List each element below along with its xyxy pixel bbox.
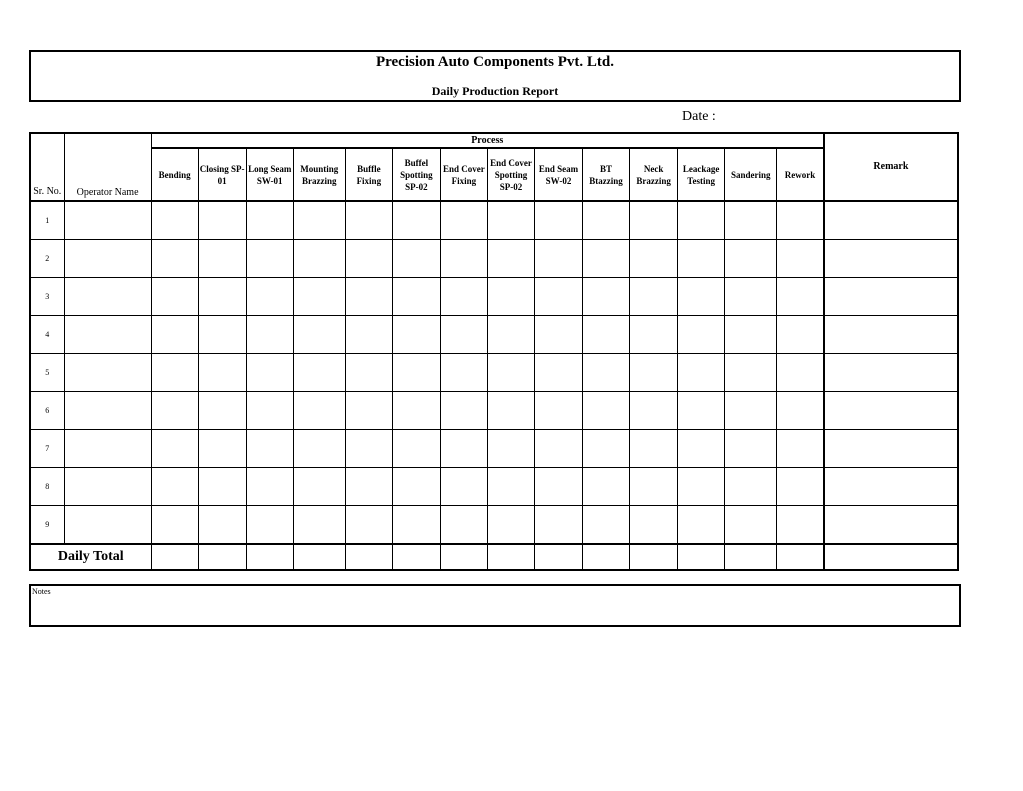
process-column-header: End Seam SW-02	[534, 148, 582, 201]
process-column-header: BT Btazzing	[583, 148, 630, 201]
process-cell[interactable]	[777, 354, 824, 392]
process-cell[interactable]	[725, 354, 777, 392]
remark-cell[interactable]	[824, 392, 958, 430]
process-cell[interactable]	[198, 240, 246, 278]
table-row	[30, 430, 958, 468]
process-cell[interactable]	[583, 278, 630, 316]
operator-name-cell[interactable]	[64, 468, 151, 506]
process-cell[interactable]	[345, 468, 392, 506]
table-row	[30, 506, 958, 545]
total-cell[interactable]	[246, 544, 293, 570]
process-cell[interactable]	[678, 354, 725, 392]
process-cell[interactable]	[440, 354, 487, 392]
process-cell[interactable]	[293, 354, 345, 392]
process-cell[interactable]	[487, 201, 534, 240]
row-number: 7	[30, 430, 64, 468]
operator-name-cell[interactable]	[64, 392, 151, 430]
remark-cell[interactable]	[824, 201, 958, 240]
process-cell[interactable]	[345, 240, 392, 278]
process-cell[interactable]	[246, 316, 293, 354]
process-cell[interactable]	[678, 430, 725, 468]
process-cell[interactable]	[678, 506, 725, 545]
process-cell[interactable]	[440, 392, 487, 430]
total-cell[interactable]	[151, 544, 198, 570]
process-cell[interactable]	[777, 430, 824, 468]
production-table	[29, 132, 959, 571]
process-cell[interactable]	[246, 392, 293, 430]
report-title: Daily Production Report	[431, 84, 559, 98]
process-column-header: Buffel Spotting SP-02	[392, 148, 440, 201]
process-cell[interactable]	[198, 201, 246, 240]
operator-name-cell[interactable]	[64, 278, 151, 316]
process-cell[interactable]	[345, 430, 392, 468]
process-cell[interactable]	[777, 278, 824, 316]
process-cell[interactable]	[198, 354, 246, 392]
process-cell[interactable]	[293, 468, 345, 506]
process-cell[interactable]	[345, 316, 392, 354]
remark-cell[interactable]	[824, 316, 958, 354]
sr-no-header: Sr. No.	[30, 133, 64, 201]
process-cell[interactable]	[151, 392, 198, 430]
process-cell[interactable]	[392, 392, 440, 430]
table-row	[30, 316, 958, 354]
table-row	[30, 278, 958, 316]
process-cell[interactable]	[583, 354, 630, 392]
total-cell[interactable]	[630, 544, 678, 570]
process-cell[interactable]	[440, 316, 487, 354]
process-cell[interactable]	[392, 506, 440, 545]
process-cell[interactable]	[534, 240, 582, 278]
process-column-header: Neck Brazzing	[630, 148, 678, 201]
notes-label: Notes	[32, 587, 51, 596]
process-cell[interactable]	[534, 354, 582, 392]
process-cell[interactable]	[630, 316, 678, 354]
remark-cell[interactable]	[824, 278, 958, 316]
process-cell[interactable]	[198, 468, 246, 506]
date-label: Date :	[682, 109, 716, 124]
process-cell[interactable]	[487, 506, 534, 545]
process-cell[interactable]	[151, 240, 198, 278]
process-cell[interactable]	[725, 316, 777, 354]
process-cell[interactable]	[583, 240, 630, 278]
process-cell[interactable]	[534, 316, 582, 354]
remark-cell[interactable]	[824, 430, 958, 468]
process-cell[interactable]	[345, 506, 392, 545]
process-cell[interactable]	[630, 468, 678, 506]
row-number: 9	[30, 506, 64, 545]
row-number: 6	[30, 392, 64, 430]
process-column-header: Rework	[777, 148, 824, 201]
process-cell[interactable]	[630, 506, 678, 545]
process-cell[interactable]	[293, 430, 345, 468]
process-columns-row	[30, 148, 958, 201]
process-cell[interactable]	[246, 240, 293, 278]
remark-cell[interactable]	[824, 506, 958, 545]
total-cell[interactable]	[534, 544, 582, 570]
process-cell[interactable]	[725, 468, 777, 506]
table-row	[30, 468, 958, 506]
company-name: Precision Auto Components Pvt. Ltd.	[375, 54, 615, 70]
process-cell[interactable]	[678, 468, 725, 506]
process-cell[interactable]	[345, 278, 392, 316]
operator-name-header: Operator Name	[64, 133, 151, 201]
process-header-row	[30, 133, 958, 148]
remark-header: Remark	[824, 133, 958, 201]
process-cell[interactable]	[151, 354, 198, 392]
process-column-header: End Cover Fixing	[440, 148, 487, 201]
process-cell[interactable]	[678, 240, 725, 278]
process-cell[interactable]	[440, 468, 487, 506]
process-cell[interactable]	[246, 278, 293, 316]
row-number: 5	[30, 354, 64, 392]
row-number: 1	[30, 201, 64, 240]
total-cell[interactable]	[725, 544, 777, 570]
remark-cell[interactable]	[824, 354, 958, 392]
daily-total-label: Daily Total	[30, 544, 151, 570]
process-cell[interactable]	[583, 392, 630, 430]
process-column-header: Long Seam SW-01	[246, 148, 293, 201]
process-cell[interactable]	[392, 430, 440, 468]
process-cell[interactable]	[534, 430, 582, 468]
process-cell[interactable]	[487, 240, 534, 278]
process-cell[interactable]	[198, 430, 246, 468]
total-cell[interactable]	[777, 544, 824, 570]
process-cell[interactable]	[151, 506, 198, 545]
process-cell[interactable]	[392, 240, 440, 278]
operator-name-cell[interactable]	[64, 240, 151, 278]
process-cell[interactable]	[345, 354, 392, 392]
process-cell[interactable]	[630, 430, 678, 468]
process-cell[interactable]	[725, 392, 777, 430]
process-column-header: End Cover Spotting SP-02	[487, 148, 534, 201]
process-cell[interactable]	[151, 201, 198, 240]
process-cell[interactable]	[630, 354, 678, 392]
operator-name-cell[interactable]	[64, 201, 151, 240]
process-cell[interactable]	[440, 430, 487, 468]
process-cell[interactable]	[293, 392, 345, 430]
table-row	[30, 354, 958, 392]
process-cell[interactable]	[725, 430, 777, 468]
process-cell[interactable]	[725, 278, 777, 316]
process-cell[interactable]	[151, 430, 198, 468]
process-cell[interactable]	[725, 506, 777, 545]
process-cell[interactable]	[293, 240, 345, 278]
process-column-header: Closing SP-01	[198, 148, 246, 201]
process-cell[interactable]	[534, 201, 582, 240]
process-cell[interactable]	[392, 354, 440, 392]
total-cell[interactable]	[293, 544, 345, 570]
process-cell[interactable]	[534, 278, 582, 316]
total-cell[interactable]	[440, 544, 487, 570]
process-cell[interactable]	[487, 278, 534, 316]
process-cell[interactable]	[630, 392, 678, 430]
process-cell[interactable]	[440, 240, 487, 278]
process-cell[interactable]	[777, 506, 824, 545]
process-cell[interactable]	[630, 278, 678, 316]
process-cell[interactable]	[777, 316, 824, 354]
row-number: 2	[30, 240, 64, 278]
process-cell[interactable]	[630, 201, 678, 240]
process-cell[interactable]	[246, 354, 293, 392]
process-cell[interactable]	[678, 278, 725, 316]
process-cell[interactable]	[345, 201, 392, 240]
process-cell[interactable]	[392, 201, 440, 240]
operator-name-cell[interactable]	[64, 354, 151, 392]
row-number: 4	[30, 316, 64, 354]
process-cell[interactable]	[583, 506, 630, 545]
process-cell[interactable]	[440, 201, 487, 240]
process-cell[interactable]	[487, 316, 534, 354]
process-cell[interactable]	[583, 316, 630, 354]
process-cell[interactable]	[440, 278, 487, 316]
row-number: 8	[30, 468, 64, 506]
total-cell[interactable]	[487, 544, 534, 570]
process-cell[interactable]	[198, 506, 246, 545]
process-cell[interactable]	[293, 506, 345, 545]
process-cell[interactable]	[151, 278, 198, 316]
notes-box[interactable]	[29, 584, 961, 627]
process-cell[interactable]	[151, 316, 198, 354]
process-cell[interactable]	[630, 240, 678, 278]
process-cell[interactable]	[246, 430, 293, 468]
process-cell[interactable]	[293, 201, 345, 240]
operator-name-cell[interactable]	[64, 316, 151, 354]
total-remark-cell[interactable]	[824, 544, 958, 570]
remark-cell[interactable]	[824, 240, 958, 278]
process-cell[interactable]	[777, 201, 824, 240]
process-cell[interactable]	[293, 278, 345, 316]
process-cell[interactable]	[534, 392, 582, 430]
table-row	[30, 392, 958, 430]
process-cell[interactable]	[198, 278, 246, 316]
process-column-header: Buffle Fixing	[345, 148, 392, 201]
process-cell[interactable]	[487, 468, 534, 506]
process-cell[interactable]	[487, 430, 534, 468]
total-cell[interactable]	[198, 544, 246, 570]
process-cell[interactable]	[487, 392, 534, 430]
total-cell[interactable]	[678, 544, 725, 570]
process-cell[interactable]	[392, 278, 440, 316]
process-cell[interactable]	[440, 506, 487, 545]
process-header: Process	[151, 133, 824, 148]
process-cell[interactable]	[198, 316, 246, 354]
process-cell[interactable]	[151, 468, 198, 506]
process-column-header: Mounting Brazzing	[293, 148, 345, 201]
process-cell[interactable]	[777, 468, 824, 506]
process-cell[interactable]	[725, 240, 777, 278]
process-cell[interactable]	[583, 201, 630, 240]
table-row	[30, 201, 958, 240]
operator-name-cell[interactable]	[64, 430, 151, 468]
process-column-header: Sandering	[725, 148, 777, 201]
table-row	[30, 240, 958, 278]
process-cell[interactable]	[534, 506, 582, 545]
process-cell[interactable]	[583, 430, 630, 468]
process-cell[interactable]	[246, 201, 293, 240]
process-cell[interactable]	[293, 316, 345, 354]
process-cell[interactable]	[583, 468, 630, 506]
report-header	[29, 50, 961, 102]
remark-cell[interactable]	[824, 468, 958, 506]
process-cell[interactable]	[678, 201, 725, 240]
process-cell[interactable]	[392, 316, 440, 354]
process-cell[interactable]	[392, 468, 440, 506]
daily-total-row	[30, 544, 958, 570]
process-cell[interactable]	[777, 240, 824, 278]
process-cell[interactable]	[487, 354, 534, 392]
process-column-header: Bending	[151, 148, 198, 201]
process-cell[interactable]	[777, 392, 824, 430]
process-cell[interactable]	[345, 392, 392, 430]
process-cell[interactable]	[198, 392, 246, 430]
row-number: 3	[30, 278, 64, 316]
total-cell[interactable]	[392, 544, 440, 570]
process-cell[interactable]	[534, 468, 582, 506]
process-column-header: Leackage Testing	[678, 148, 725, 201]
process-cell[interactable]	[246, 506, 293, 545]
process-cell[interactable]	[678, 316, 725, 354]
total-cell[interactable]	[583, 544, 630, 570]
process-cell[interactable]	[246, 468, 293, 506]
total-cell[interactable]	[345, 544, 392, 570]
operator-name-cell[interactable]	[64, 506, 151, 545]
process-cell[interactable]	[678, 392, 725, 430]
process-cell[interactable]	[725, 201, 777, 240]
